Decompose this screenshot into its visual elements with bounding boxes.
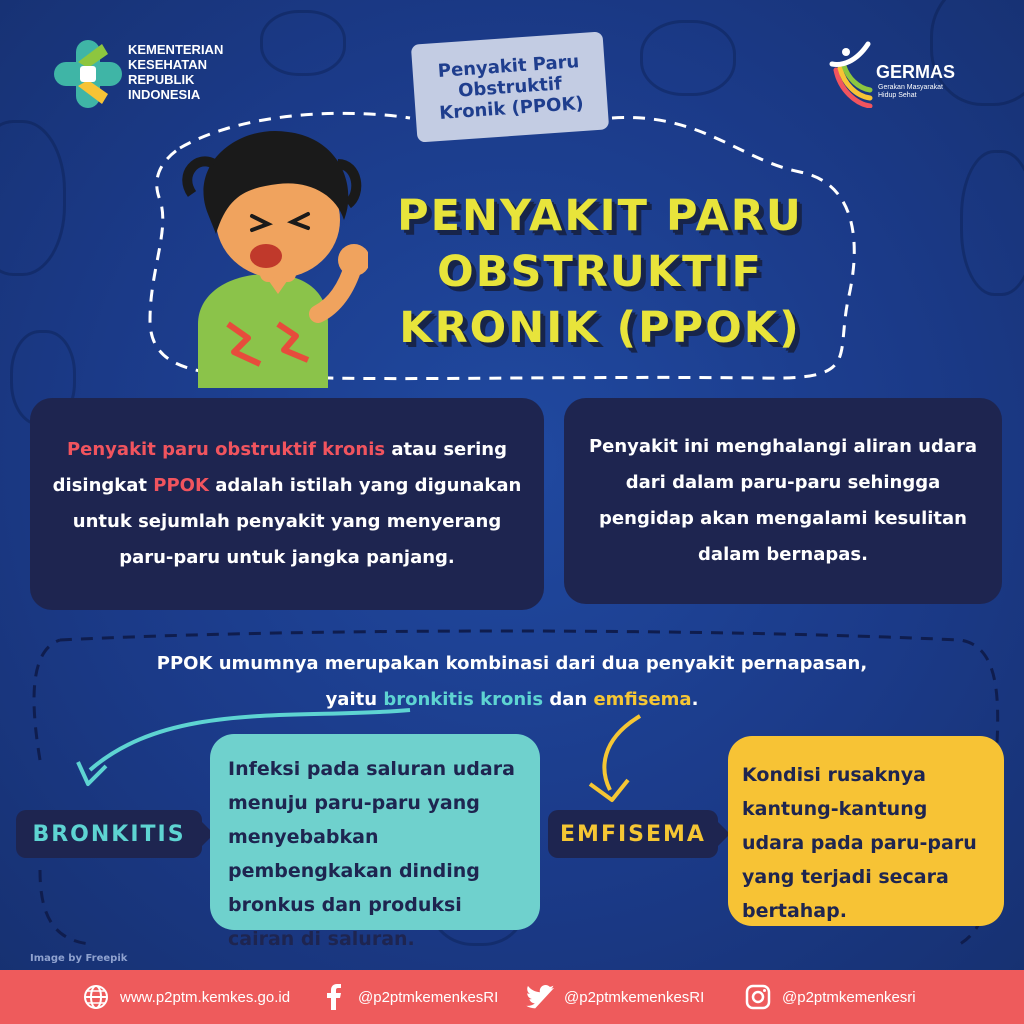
combination-intro xyxy=(40,646,984,718)
website-url: www.p2ptm.kemkes.go.id xyxy=(120,988,291,1006)
intro-line-1: PPOK umumnya merupakan kombinasi dari dua penyakit pernapasan, xyxy=(156,653,868,674)
intro-prefix: yaitu xyxy=(325,689,384,710)
headline-line: KRONIK (PPOK) xyxy=(399,303,801,353)
ministry-name-line: KEMENTERIAN xyxy=(128,42,224,57)
term-emfisema: emfisema xyxy=(593,689,692,710)
bronkitis-description: Infeksi pada saluran udara menuju paru-paru yang menyebabkan pembengkakan dinding bronkus dan produksi cairan di saluran. xyxy=(210,734,540,930)
definition-box xyxy=(30,398,544,610)
footer xyxy=(0,970,1024,1024)
germas-title: GERMAS xyxy=(876,62,956,82)
definition-text xyxy=(46,432,528,576)
intro-line-2 xyxy=(40,682,984,718)
footer-instagram[interactable] xyxy=(744,982,916,1012)
footer-facebook[interactable] xyxy=(320,982,498,1012)
ministry-logo xyxy=(48,34,128,114)
facebook-icon xyxy=(320,983,348,1011)
footer-website[interactable] xyxy=(82,982,290,1012)
globe-icon xyxy=(82,983,110,1011)
headline-line: OBSTRUKTIF xyxy=(437,247,763,297)
headline-line: PENYAKIT PARU xyxy=(397,191,803,241)
ministry-name xyxy=(128,42,223,102)
topic-tag: Penyakit Paru Obstruktif Kronik (PPOK) xyxy=(411,31,609,142)
effect-text: Penyakit ini menghalangi aliran udara dari dalam paru-paru sehingga pengidap akan mengalami kesulitan dalam bernapas. xyxy=(588,436,978,565)
ministry-name-line: KESEHATAN xyxy=(128,57,207,72)
highlight-ppok: PPOK xyxy=(153,475,209,496)
effect-box xyxy=(564,398,1002,604)
ministry-name-line: INDONESIA xyxy=(128,87,201,102)
instagram-handle: @p2ptmkemenkesri xyxy=(782,988,916,1006)
bronkitis-label: BRONKITIS xyxy=(16,810,202,858)
germas-logo xyxy=(826,40,876,108)
arrow-to-emfisema xyxy=(604,716,640,790)
emfisema-description: Kondisi rusaknya kantung-kantung udara pada paru-paru yang terjadi secara bertahap. xyxy=(728,736,1004,926)
term-bronkitis-kronis: bronkitis kronis xyxy=(383,689,544,710)
ministry-name-line: REPUBLIK xyxy=(128,72,195,87)
coughing-boy-illustration xyxy=(168,124,368,388)
definition-text-part: atau sering disingkat xyxy=(52,439,508,496)
facebook-handle: @p2ptmkemenkesRI xyxy=(358,988,499,1006)
twitter-handle: @p2ptmkemenkesRI xyxy=(564,988,705,1006)
twitter-icon xyxy=(526,983,554,1011)
instagram-icon xyxy=(744,983,772,1011)
intro-suffix: . xyxy=(691,689,699,710)
highlight-ppok-fullname: Penyakit paru obstruktif kronis xyxy=(66,439,386,460)
intro-middle: dan xyxy=(543,689,594,710)
headline xyxy=(350,188,850,356)
definition-text-part: adalah istilah yang digunakan untuk sejumlah penyakit yang menyerang paru-paru untuk jangka panjang. xyxy=(72,475,522,568)
emfisema-label: EMFISEMA xyxy=(548,810,718,858)
footer-twitter[interactable] xyxy=(526,982,704,1012)
image-credit: Image by Freepik xyxy=(30,953,128,964)
germas-subtitle: Gerakan Masyarakat Hidup Sehat xyxy=(878,84,943,99)
